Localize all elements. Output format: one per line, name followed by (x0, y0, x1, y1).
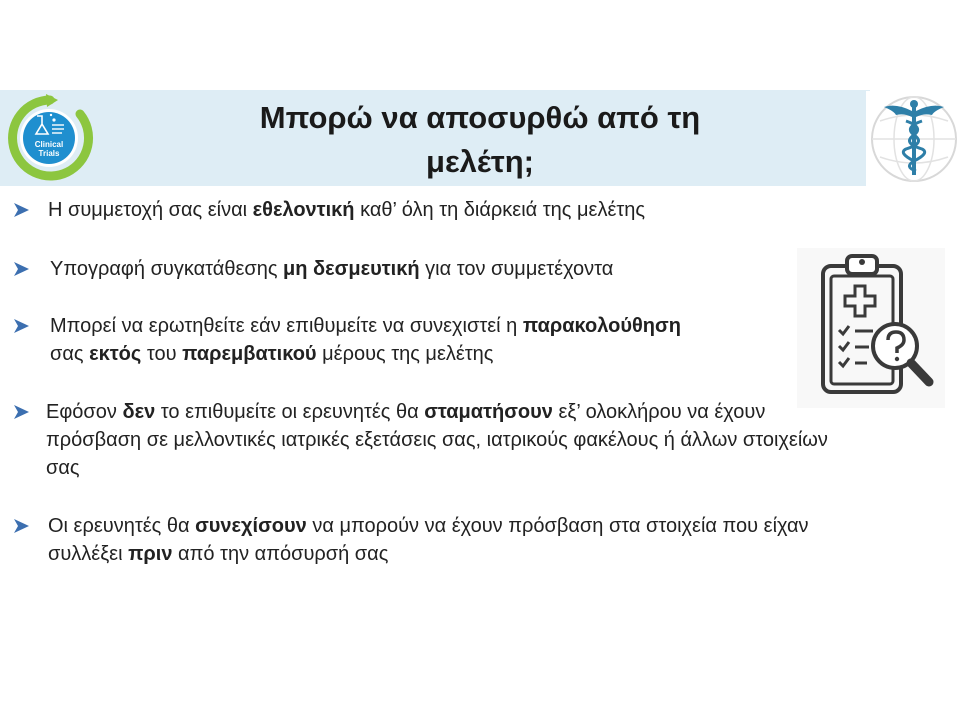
list-item-text (48, 196, 645, 224)
slide-title-line-2: μελέτη; (425, 144, 534, 179)
list-item-line (48, 512, 809, 540)
text-run: από την απόσυρσή σας (172, 543, 389, 565)
text-run: για τον συμμετέχοντα (419, 258, 614, 280)
text-run: Εφόσον (46, 401, 123, 423)
text-run: να μπορούν να έχουν πρόσβαση στα στοιχεία που είχαν (306, 515, 809, 537)
list-item-line (46, 398, 828, 426)
list-item-line (46, 454, 828, 482)
list-item-line (48, 540, 809, 568)
logo-text-top: Clinical (34, 140, 64, 149)
bold-text: σταματήσουν (424, 401, 553, 423)
bold-text: μη δεσμευτική (283, 258, 420, 280)
text-run: εξ’ ολοκλήρου να έχουν (552, 401, 766, 423)
bold-text: εθελοντική (252, 199, 355, 221)
list-item-text (50, 255, 613, 283)
text-run: Η συμμετοχή σας είναι (48, 199, 253, 221)
text-run: σας (50, 343, 90, 365)
text-run: Μπορεί να ερωτηθείτε εάν επιθυμείτε να συνεχιστεί η (50, 315, 523, 337)
list-item-text (50, 312, 681, 368)
arrow-bullet-icon (14, 312, 30, 340)
text-run: Οι ερευνητές θα (48, 515, 196, 537)
list-item (14, 196, 645, 224)
slide-title-line-1: Μπορώ να αποσυρθώ από τη (259, 100, 701, 135)
arrow-bullet-icon (14, 398, 30, 426)
arrow-bullet-icon (14, 255, 30, 283)
list-item-text (48, 512, 809, 568)
bold-text: παρεμβατικού (182, 343, 317, 365)
bold-text: εκτός (89, 343, 142, 365)
bold-text: πριν (128, 543, 173, 565)
list-item (14, 398, 828, 482)
text-run: καθ’ όλη τη διάρκειά της μελέτης (354, 199, 646, 221)
list-item (14, 255, 613, 283)
list-item-text (46, 398, 828, 482)
bold-text: παρακολούθηση (522, 315, 681, 337)
logo-text-bottom: Trials (38, 149, 60, 158)
arrow-bullet-icon (14, 196, 30, 224)
bold-text: δεν (122, 401, 156, 423)
list-item-line (50, 340, 681, 368)
text-run: συλλέξει (48, 543, 129, 565)
text-run: μέρους της μελέτης (316, 343, 494, 365)
text-run: το επιθυμείτε οι ερευνητές θα (155, 401, 425, 423)
text-run: πρόσβαση σε μελλοντικές ιατρικές εξετάσεις σας, ιατρικούς φακέλους ή άλλων στοιχείων (46, 429, 828, 451)
text-run: του (141, 343, 183, 365)
list-item-line (50, 255, 613, 283)
list-item-line (50, 312, 681, 340)
list-item (14, 512, 809, 568)
bold-text: συνεχίσουν (195, 515, 307, 537)
text-run: σας (46, 457, 80, 479)
text-run: Υπογραφή συγκατάθεσης (50, 258, 284, 280)
list-item-line (46, 426, 828, 454)
list-item-line (48, 196, 645, 224)
list-item (14, 312, 681, 368)
arrow-bullet-icon (14, 512, 30, 540)
